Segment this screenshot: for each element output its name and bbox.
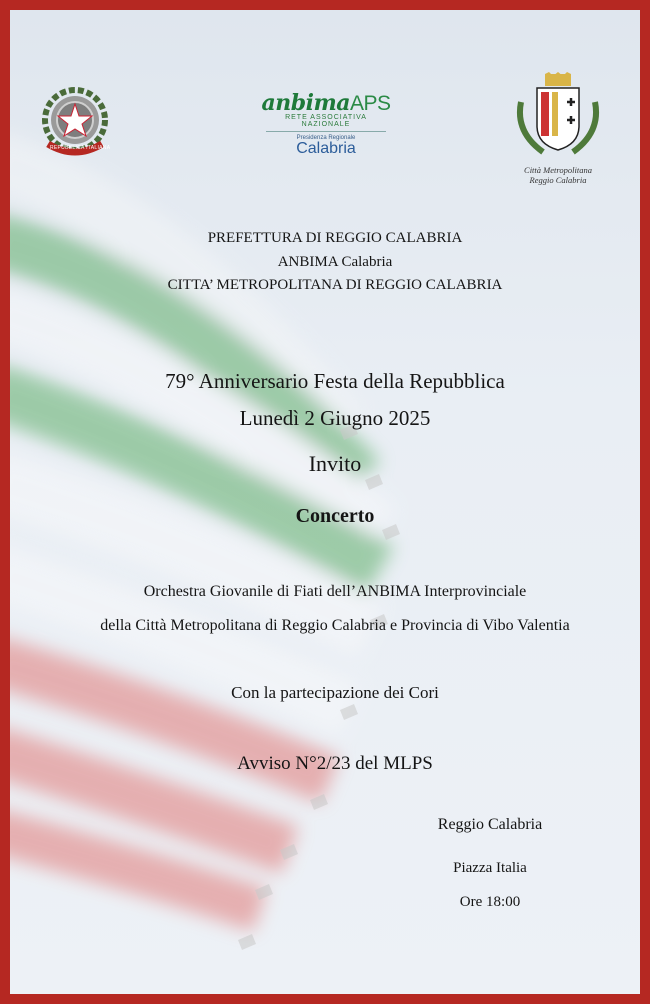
avviso-text: Avviso N°2/23 del MLPS bbox=[237, 753, 433, 774]
header-anbima: ANBIMA Calabria bbox=[277, 254, 393, 270]
anbima-tagline: RETE ASSOCIATIVA NAZIONALE bbox=[266, 114, 386, 132]
invito-heading: Invito bbox=[308, 451, 362, 476]
anbima-presidency: Presidenza Regionale bbox=[296, 135, 356, 141]
star-emblem-icon bbox=[38, 84, 112, 164]
event-title: 79° Anniversario Festa della Repubblica bbox=[165, 369, 505, 393]
citta-metropolitana-coat-of-arms bbox=[510, 72, 606, 192]
stemma-caption-line1: Città Metropolitana bbox=[524, 165, 592, 175]
orchestra-line1: Orchestra Giovanile di Fiati dell’ANBIMA Interprovinciale bbox=[143, 583, 527, 600]
orchestra-line2: della Città Metropolitana di Reggio Calabria e Provincia di Vibo Valentia bbox=[100, 617, 570, 634]
stemma-caption-line2: Reggio Calabria bbox=[529, 175, 587, 185]
participation-text: Con la partecipazione dei Cori bbox=[231, 683, 439, 702]
anbima-aps-logo bbox=[258, 90, 394, 170]
header-prefettura: PREFETTURA DI REGGIO CALABRIA bbox=[207, 230, 463, 246]
emblem-ribbon-text: REPUBBLICA ITALIANA bbox=[50, 145, 111, 151]
event-date: Lunedì 2 Giugno 2025 bbox=[239, 406, 431, 430]
concerto-heading: Concerto bbox=[295, 505, 375, 527]
header-citta-metropolitana: CITTA’ METROPOLITANA DI REGGIO CALABRIA bbox=[167, 277, 503, 293]
republic-emblem-logo bbox=[38, 84, 112, 164]
coat-of-arms-icon bbox=[513, 72, 603, 160]
venue-city: Reggio Calabria bbox=[437, 816, 543, 833]
venue-place: Piazza Italia bbox=[453, 860, 527, 876]
venue-time: Ore 18:00 bbox=[459, 894, 521, 910]
anbima-region: Calabria bbox=[296, 140, 356, 157]
anbima-brand: anbimaAPS bbox=[261, 90, 391, 116]
